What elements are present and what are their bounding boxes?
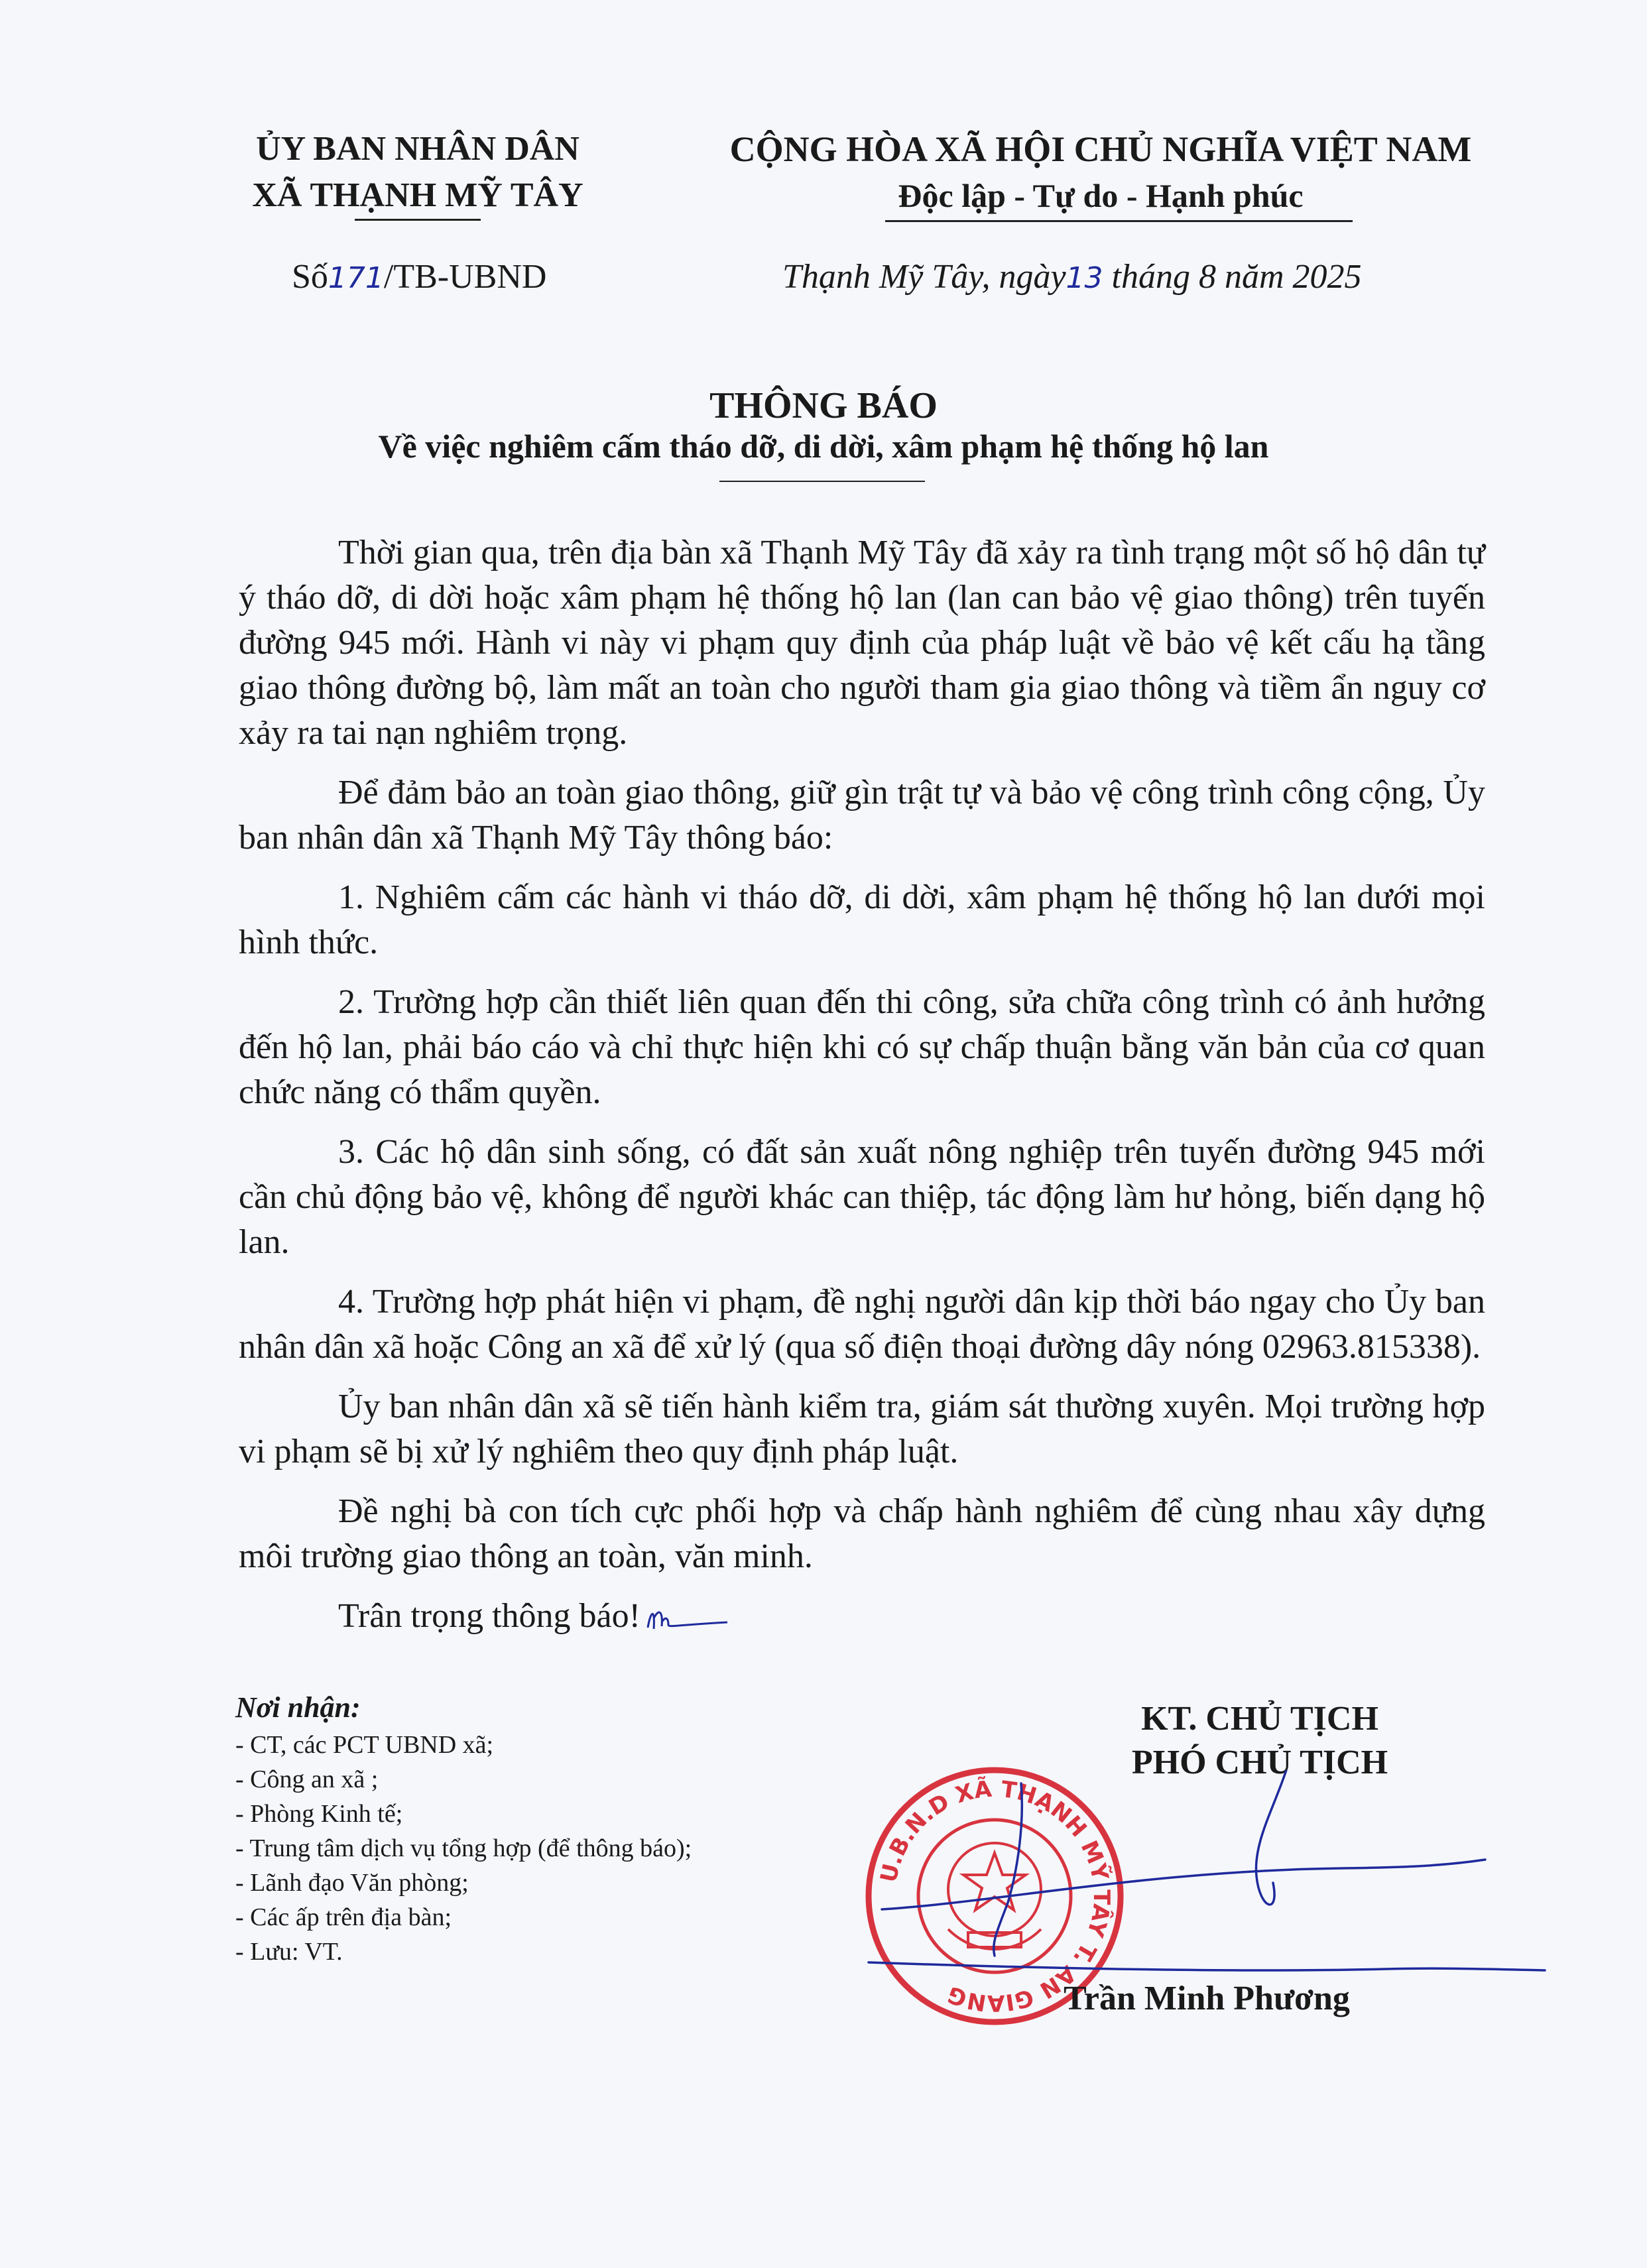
motto-underline [885,220,1353,222]
recipients-block [235,1691,692,1969]
signer-name: Trần Minh Phương [1064,1980,1350,2017]
document-title: THÔNG BÁO [709,385,938,426]
paragraph-2: Để đảm bảo an toàn giao thông, giữ gìn trật tự và bảo vệ công trình công cộng, Ủy ban nhân dân xã Thạnh Mỹ Tây thông báo: [239,774,1485,857]
number-prefix: Số [292,258,328,296]
recipient-item: - Trung tâm dịch vụ tổng hợp (để thông báo); [235,1834,692,1862]
number-suffix: /TB-UBND [383,258,547,296]
recipient-item: - CT, các PCT UBND xã; [235,1731,494,1759]
org-line-1: ỦY BAN NHÂN DÂN [256,130,580,168]
org-underline [355,219,481,221]
title-underline [719,481,925,482]
svg-text:U.B.N.D XÃ THẠNH MỸ TÂY T. AN: U.B.N.D XÃ THẠNH MỸ TÂY T. AN GIANG [875,1775,1115,2017]
closing-text: Trân trọng thông báo! [338,1597,640,1635]
item-4: 4. Trường hợp phát hiện vi phạm, đề nghị người dân kịp thời báo ngay cho Ủy ban nhân dân xã hoặc Công an xã để xử lý (qua số điện thoại đường dây nóng 02963.815338). [239,1283,1485,1366]
closing-line [239,1594,1485,1639]
recipient-item: - Lưu: VT. [235,1938,343,1966]
national-motto [663,126,1538,219]
signature-line-1: KT. CHỦ TỊCH [1141,1700,1378,1738]
recipient-item: - Công an xã ; [235,1765,379,1793]
handwritten-day: 13 [1066,261,1103,295]
issuing-authority [186,126,650,219]
signature-line-2: PHÓ CHỦ TỊCH [1131,1744,1388,1781]
document-subtitle: Về việc nghiêm cấm tháo dỡ, di dời, xâm phạm hệ thống hộ lan [378,428,1269,465]
nation-line-1: CỘNG HÒA XÃ HỘI CHỦ NGHĨA VIỆT NAM [729,129,1472,169]
paragraph-7: Ủy ban nhân dân xã sẽ tiến hành kiểm tra, giám sát thường xuyên. Mọi trường hợp vi phạm sẽ bị xử lý nghiêm theo quy định pháp luật. [239,1388,1485,1470]
recipient-item: - Các ấp trên địa bàn; [235,1903,452,1931]
date-prefix: Thạnh Mỹ Tây, ngày [782,258,1066,296]
paragraph-8: Đề nghị bà con tích cực phối hợp và chấp hành nghiêm để cùng nhau xây dựng môi trường giao thông an toàn, văn minh. [239,1492,1485,1575]
recipient-item: - Lãnh đạo Văn phòng; [235,1869,469,1897]
item-1: 1. Nghiêm cấm các hành vi tháo dỡ, di dời, xâm phạm hệ thống hộ lan dưới mọi hình thức. [239,878,1485,961]
document-body [239,530,1485,1653]
nation-line-2: Độc lập - Tự do - Hạnh phúc [898,177,1304,214]
document-number [292,257,546,296]
item-2: 2. Trường hợp cần thiết liên quan đến thi công, sửa chữa công trình có ảnh hưởng đến hộ lan, phải báo cáo và chỉ thực hiện khi có sự chấp thuận bằng văn bản của cơ quan chức năng có thẩm quyền. [239,983,1485,1111]
date-suffix: tháng 8 năm 2025 [1103,258,1362,296]
recipient-item: - Phòng Kinh tế; [235,1800,403,1828]
recipients-title: Nơi nhận: [235,1691,361,1724]
initial-mark-icon [644,1602,731,1636]
issue-date [782,257,1362,296]
paragraph-1: Thời gian qua, trên địa bàn xã Thạnh Mỹ Tây đã xảy ra tình trạng một số hộ dân tự ý tháo dỡ, di dời hoặc xâm phạm hệ thống hộ lan (lan can bảo vệ giao thông) trên tuyến đường 945 mới. Hành vi này vi phạm quy định của pháp luật về bảo vệ kết cấu hạ tầng giao thông đường bộ, làm mất an toàn cho người tham gia giao thông và tiềm ẩn nguy cơ xảy ra tai nạn nghiêm trọng. [239,534,1485,752]
handwritten-number: 171 [328,261,384,295]
item-3: 3. Các hộ dân sinh sống, có đất sản xuất nông nghiệp trên tuyến đường 945 mới cần chủ động bảo vệ, không để người khác can thiệp, tác động làm hư hỏng, biến dạng hộ lan. [239,1133,1485,1261]
org-line-2: XÃ THẠNH MỸ TÂY [252,176,583,214]
